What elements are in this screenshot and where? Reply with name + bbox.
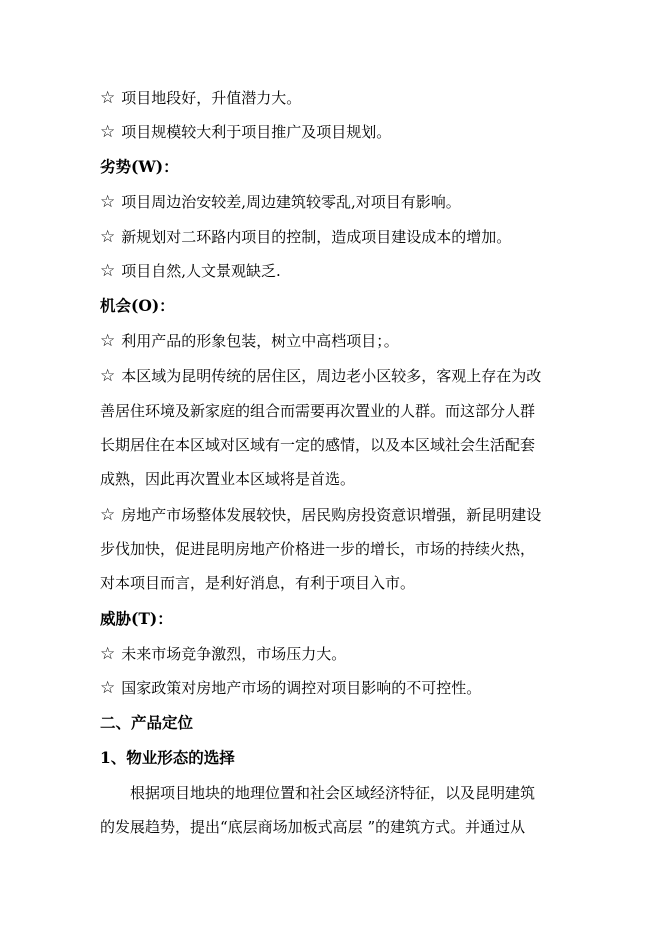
opportunity-item-3-line-3: 对本项目而言，是利好消息，有利于项目入市。 <box>100 574 416 592</box>
opportunity-item-3-line-2: 步伐加快，促进昆明房地产价格进一步的增长，市场的持续火热， <box>100 540 536 558</box>
star-icon: ☆ <box>100 331 116 351</box>
star-icon: ☆ <box>100 505 116 525</box>
star-icon: ☆ <box>100 678 116 698</box>
weakness-item-2: ☆ 新规划对二环路内项目的控制，造成项目建设成本的增加。 <box>100 227 512 247</box>
paragraph-line-1: 根据项目地块的地理位置和社会区域经济特征，以及昆明建筑 <box>130 784 536 802</box>
opportunity-item-2-line-1: ☆ 本区域为昆明传统的居住区，周边老小区较多，客观上存在为改 <box>100 366 542 386</box>
weakness-item-1: ☆ 项目周边治安较差,周边建筑较零乱,对项目有影响。 <box>100 192 461 212</box>
strength-item-2: ☆ 项目规模较大利于项目推广及项目规划。 <box>100 122 392 142</box>
star-icon: ☆ <box>100 227 116 247</box>
threat-item-1: ☆ 未来市场竞争激烈，市场压力大。 <box>100 644 347 664</box>
opportunity-item-2-line-2: 善居住环境及新家庭的组合而需要再次置业的人群。而这部分人群 <box>100 402 536 420</box>
opportunity-item-2-line-3: 长期居住在本区域对区域有一定的感情，以及本区域社会生活配套 <box>100 436 536 454</box>
threat-heading: 威胁(T)： <box>100 609 173 628</box>
weakness-heading: 劣势(W)： <box>100 157 179 176</box>
subsection-heading: 1、物业形态的选择 <box>100 748 235 767</box>
star-icon: ☆ <box>100 88 116 108</box>
threat-item-2: ☆ 国家政策对房地产市场的调控对项目影响的不可控性。 <box>100 678 482 698</box>
opportunity-item-2-line-4: 成熟，因此再次置业本区域将是首选。 <box>100 470 356 488</box>
star-icon: ☆ <box>100 261 116 281</box>
star-icon: ☆ <box>100 122 116 142</box>
opportunity-item-1: ☆ 利用产品的形象包装，树立中高档项目；。 <box>100 331 399 351</box>
star-icon: ☆ <box>100 192 116 212</box>
paragraph-line-2: 的发展趋势，提出“底层商场加板式高层 ”的建筑方式。并通过从 <box>100 818 526 836</box>
weakness-item-3: ☆ 项目自然,人文景观缺乏. <box>100 261 281 281</box>
opportunity-heading: 机会(O)： <box>100 296 175 315</box>
strength-item-1: ☆ 项目地段好，升值潜力大。 <box>100 88 302 108</box>
star-icon: ☆ <box>100 366 116 386</box>
opportunity-item-3-line-1: ☆ 房地产市场整体发展较快，居民购房投资意识增强，新昆明建设 <box>100 505 542 525</box>
section-heading: 二、产品定位 <box>100 713 194 732</box>
star-icon: ☆ <box>100 644 116 664</box>
